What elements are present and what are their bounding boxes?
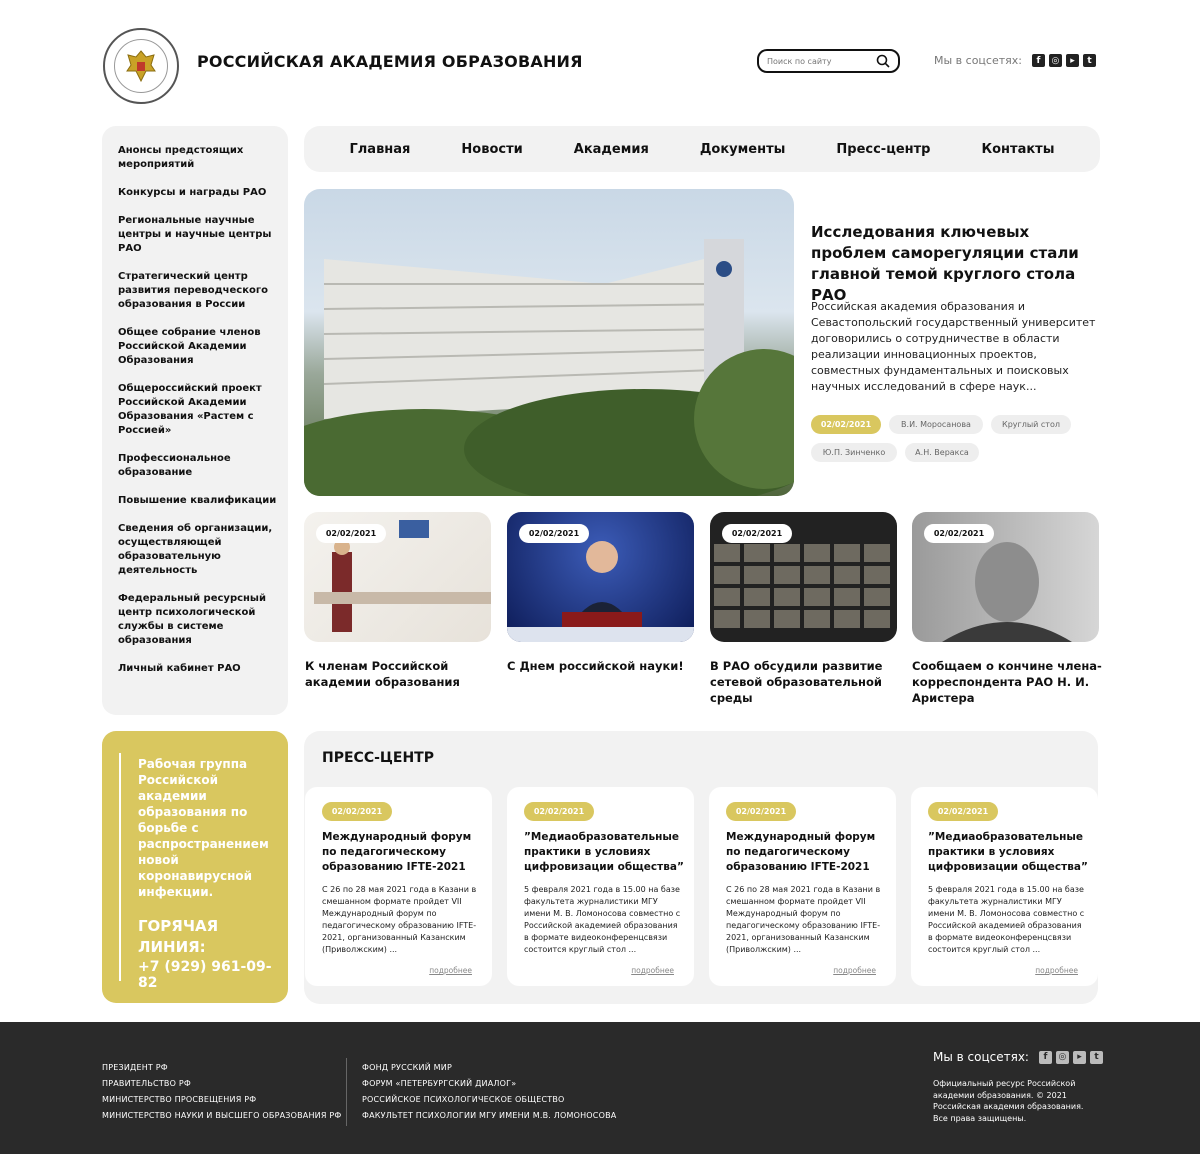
site-logo[interactable] (103, 28, 179, 104)
tag-pill[interactable]: Круглый стол (991, 415, 1071, 434)
news-image[interactable] (710, 512, 897, 642)
press-card-text: 5 февраля 2021 года в 15.00 на базе факультета журналистики МГУ имени М. В. Ломоносова совместно с Российской академией образования в формате видеоконференцсвязи состоится круглый стол ... (928, 885, 1085, 954)
news-title[interactable]: С Днем российской науки! (507, 659, 684, 673)
nav-item-academy[interactable]: Академия (573, 141, 649, 157)
press-date-badge: 02/02/2021 (726, 802, 796, 821)
footer-link[interactable]: РОССИЙСКОЕ ПСИХОЛОГИЧЕСКОЕ ОБЩЕСТВО (362, 1095, 565, 1104)
press-date-badge: 02/02/2021 (928, 802, 998, 821)
hotline-card (102, 731, 288, 1003)
sidebar-item[interactable]: Профессиональное образование (118, 453, 231, 478)
hotline-text: Рабочая группа Российской академии образования по борьбе с распространением новой коронавирусной инфекции. (138, 757, 269, 899)
nav-item-documents[interactable]: Документы (699, 141, 786, 157)
footer-links-partners (362, 1060, 616, 1124)
site-title: РОССИЙСКАЯ АКАДЕМИЯ ОБРАЗОВАНИЯ (197, 52, 583, 71)
press-card[interactable] (507, 787, 694, 986)
emblem-icon (114, 39, 168, 93)
hero-text: Российская академия образования и Севастопольский государственный университет договорились о сотрудничестве в области реализации инновационных проектов, совместных фундаментальных и поисковых научных исследований в сфере наук... (811, 300, 1096, 393)
press-card-text: С 26 по 28 мая 2021 года в Казани в смешанном формате пройдет VII Международный форум по педагогическому образованию IFTE-2021, организованный Казанским (Приволжским) ... (726, 885, 881, 954)
social-label: Мы в соцсетях: (934, 54, 1022, 67)
hotline-phone[interactable]: +7 (929) 961-09-82 (138, 959, 272, 991)
press-card-title[interactable]: ”Медиаобразовательные практики в условиях цифровизации общества” (928, 831, 1088, 873)
twitter-icon[interactable]: t (1090, 1051, 1103, 1064)
press-card[interactable] (911, 787, 1098, 986)
sidebar-item[interactable]: Личный кабинет РАО (118, 663, 241, 674)
instagram-icon[interactable]: ◎ (1056, 1051, 1069, 1064)
search-input[interactable] (767, 57, 867, 66)
news-date-badge: 02/02/2021 (519, 524, 589, 543)
news-title[interactable]: К членам Российской академии образования (305, 659, 460, 689)
press-card-text: С 26 по 28 мая 2021 года в Казани в смешанном формате пройдет VII Международный форум по педагогическому образованию IFTE-2021, организованный Казанским (Приволжским) ... (322, 885, 477, 954)
search-icon[interactable] (876, 54, 890, 68)
press-date-badge: 02/02/2021 (524, 802, 594, 821)
hero-date-badge: 02/02/2021 (811, 415, 881, 434)
sidebar-item[interactable]: Конкурсы и награды РАО (118, 187, 267, 198)
tag-pill[interactable]: В.И. Моросанова (889, 415, 983, 434)
hotline-label: ГОРЯЧАЯ ЛИНИЯ: (138, 917, 219, 956)
hotline-divider (119, 753, 121, 981)
nav-item-press[interactable]: Пресс-центр (836, 141, 931, 157)
news-image[interactable] (507, 512, 694, 642)
press-center-section (304, 731, 1098, 1004)
press-card[interactable] (709, 787, 896, 986)
sidebar-item[interactable]: Сведения об организации, осуществляющей образовательную деятельность (118, 523, 273, 576)
footer-link[interactable]: ФОНД РУССКИЙ МИР (362, 1063, 452, 1072)
copyright-text: Официальный ресурс Российской академии образования. © 2021 Российская академия образования. Все права защищены. (933, 1079, 1084, 1123)
read-more-link[interactable]: подробнее (1035, 966, 1078, 975)
sidebar-menu (102, 126, 288, 715)
read-more-link[interactable]: подробнее (833, 966, 876, 975)
footer-link[interactable]: ФАКУЛЬТЕТ ПСИХОЛОГИИ МГУ ИМЕНИ М.В. ЛОМОНОСОВА (362, 1111, 617, 1120)
social-label: Мы в соцсетях: (933, 1050, 1029, 1064)
nav-item-news[interactable]: Новости (461, 141, 523, 157)
sidebar-item[interactable]: Стратегический центр развития переводческого образования в России (118, 271, 268, 310)
footer-link[interactable]: ПРАВИТЕЛЬСТВО РФ (102, 1079, 191, 1088)
tag-pill[interactable]: Ю.П. Зинченко (811, 443, 897, 462)
twitter-icon[interactable]: t (1083, 54, 1096, 67)
search-box[interactable] (757, 49, 900, 73)
footer-divider (346, 1058, 347, 1126)
sidebar-item[interactable]: Региональные научные центры и научные центры РАО (118, 215, 272, 254)
press-card-title[interactable]: ”Медиаобразовательные практики в условиях цифровизации общества” (524, 831, 684, 873)
footer-link[interactable]: МИНИСТЕРСТВО ПРОСВЕЩЕНИЯ РФ (102, 1095, 257, 1104)
press-card-title[interactable]: Международный форум по педагогическому образованию IFTE-2021 (726, 831, 876, 873)
read-more-link[interactable]: подробнее (429, 966, 472, 975)
hero-image[interactable] (304, 189, 794, 496)
youtube-icon[interactable]: ▸ (1066, 54, 1079, 67)
news-image[interactable] (912, 512, 1099, 642)
nav-item-contacts[interactable]: Контакты (981, 141, 1055, 157)
news-title[interactable]: В РАО обсудили развитие сетевой образовательной среды (710, 659, 883, 705)
footer-link[interactable]: ФОРУМ «ПЕТЕРБУРГСКИЙ ДИАЛОГ» (362, 1079, 517, 1088)
sidebar-item[interactable]: Повышение квалификации (118, 495, 277, 506)
sidebar-item[interactable]: Федеральный ресурсный центр психологической службы в системе образования (118, 593, 266, 646)
press-card-title[interactable]: Международный форум по педагогическому образованию IFTE-2021 (322, 831, 472, 873)
press-card[interactable] (305, 787, 492, 986)
tag-pill[interactable]: А.Н. Веракса (905, 443, 979, 462)
news-title[interactable]: Сообщаем о кончине члена-корреспондента РАО Н. И. Аристера (912, 659, 1102, 705)
sidebar-item[interactable]: Общее собрание членов Российской Академии Образования (118, 327, 261, 366)
press-date-badge: 02/02/2021 (322, 802, 392, 821)
main-nav (304, 126, 1100, 172)
social-links-header (934, 54, 1096, 67)
social-links-footer (933, 1050, 1103, 1064)
footer-link[interactable]: ПРЕЗИДЕНТ РФ (102, 1063, 168, 1072)
press-center-title: ПРЕСС-ЦЕНТР (322, 750, 434, 766)
facebook-icon[interactable]: f (1032, 54, 1045, 67)
read-more-link[interactable]: подробнее (631, 966, 674, 975)
youtube-icon[interactable]: ▸ (1073, 1051, 1086, 1064)
news-date-badge: 02/02/2021 (316, 524, 386, 543)
facebook-icon[interactable]: f (1039, 1051, 1052, 1064)
nav-item-home[interactable]: Главная (349, 141, 411, 157)
sidebar-item[interactable]: Общероссийский проект Российской Академии Образования «Растем с Россией» (118, 383, 262, 436)
news-date-badge: 02/02/2021 (924, 524, 994, 543)
instagram-icon[interactable]: ◎ (1049, 54, 1062, 67)
footer (0, 1022, 1200, 1154)
news-image[interactable] (304, 512, 491, 642)
footer-links-gov (102, 1060, 341, 1124)
press-card-text: 5 февраля 2021 года в 15.00 на базе факультета журналистики МГУ имени М. В. Ломоносова совместно с Российской академией образования в формате видеоконференцсвязи состоится круглый стол ... (524, 885, 681, 954)
footer-link[interactable]: МИНИСТЕРСТВО НАУКИ И ВЫСШЕГО ОБРАЗОВАНИЯ РФ (102, 1111, 342, 1120)
hero-title[interactable]: Исследования ключевых проблем саморегуляции стали главной темой круглого стола РАО (811, 223, 1079, 304)
news-date-badge: 02/02/2021 (722, 524, 792, 543)
sidebar-item[interactable]: Анонсы предстоящих мероприятий (118, 145, 244, 170)
